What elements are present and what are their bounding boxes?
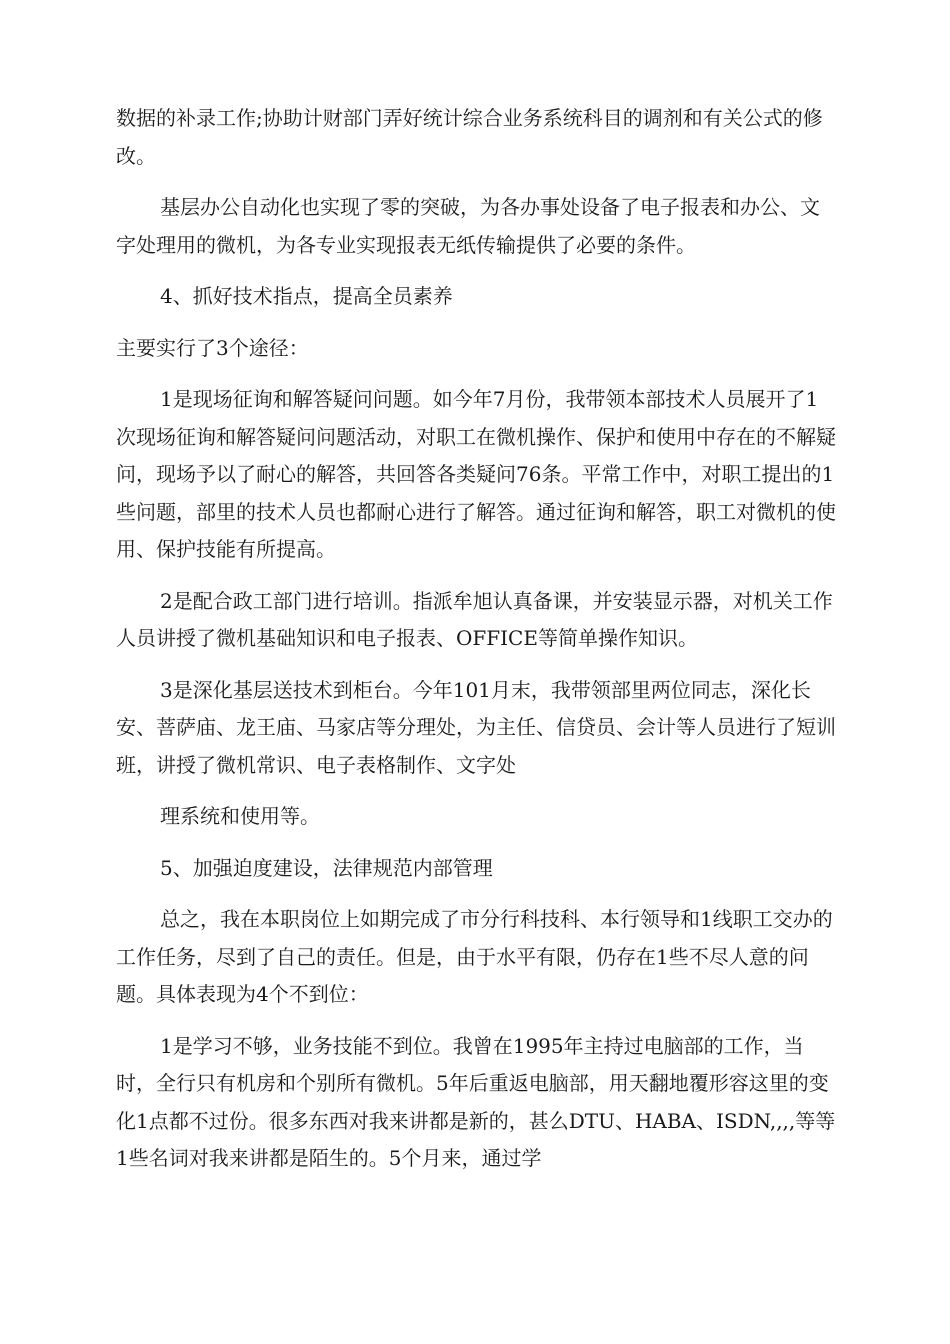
paragraph-5: 2是配合政工部门进行培训。指派牟旭认真备课，并安装显示器，对机关工作人员讲授了微机基础知识和电子报表、OFFICE等简单操作知识。: [116, 588, 833, 650]
paragraph-1: 数据的补录工作;协助计财部门弄好统计综合业务系统科目的调剂和有关公式的修改。: [116, 106, 823, 168]
paragraph-4: 1是现场征询和解答疑问问题。如今年7月份，我带领本部技术人员展开了1次现场征询和解答疑问问题活动，对职工在微机操作、保护和使用中存在的不解疑问，现场予以了耐心的解答，共回答各类疑问76条。平常工作中，对职工提出的1些问题，部里的技术人员也都耐心进行了解答。通过征询和解答，职工对微机的使用、保护技能有所提高。: [116, 387, 836, 561]
paragraph-7: 理系统和使用等。: [160, 804, 320, 828]
paragraph-2: 基层办公自动化也实现了零的突破，为各办事处设备了电子报表和办公、文字处理用的微机，为各专业实现报表无纸传输提供了必要的条件。: [116, 195, 820, 257]
section-heading-5: 5、加强迫度建设，法律规范内部管理: [160, 855, 493, 880]
paragraph-8: 总之，我在本职岗位上如期完成了市分行科技科、本行领导和1线职工交办的工作任务，尽到了自己的责任。但是，由于水平有限，仍存在1些不尽人意的问题。具体表现为4个不到位：: [116, 907, 833, 1006]
section-heading-4: 4、抓好技术指点，提高全员素养: [160, 284, 453, 308]
paragraph-6: 3是深化基层送技术到柜台。今年101月末，我带领部里两位同志，深化长安、菩萨庙、龙王庙、马家店等分理处，为主任、信贷员、会计等人员进行了短训班，讲授了微机常识、电子表格制作、文字处: [116, 677, 836, 777]
paragraph-9: 1是学习不够，业务技能不到位。我曾在1995年主持过电脑部的工作，当时，全行只有机房和个别所有微机。5年后重返电脑部，用天翻地覆形容这里的变化1点都不过份。很多东西对我来讲都是新的，甚么DTU、HABA、ISDN,,,,等等1些名词对我来讲都是陌生的。5个月来，通过学: [116, 1033, 836, 1170]
paragraph-3: 主要实行了3个途径：: [116, 335, 309, 360]
document-body: [116, 100, 836, 1178]
